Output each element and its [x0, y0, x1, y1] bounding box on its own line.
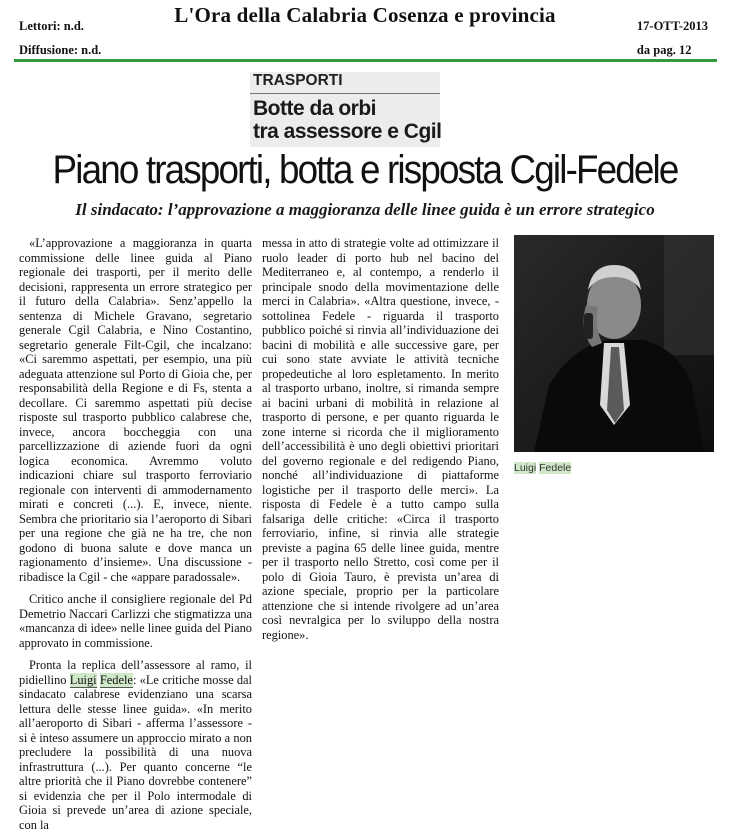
header-divider: [14, 59, 717, 62]
publication-date: 17-OTT-2013: [636, 19, 708, 33]
lettori-label: Lettori: n.d.: [19, 19, 84, 33]
page-reference: da pag. 12: [636, 43, 692, 57]
portrait-illustration: [514, 235, 714, 452]
paragraph-1: «L’approvazione a maggioranza in quarta commissione delle linee guida al Piano regionale dei trasporti, per il merito delle decisioni, rappresenta un errore strategico per il futuro della Calabria». Senz’appello la sentenza di Michele Gravano, segretario generale Cgil Calabria, e Nino Costantino, segretario generale Filt-Cgil, che incalzano: «Ci saremmo aspettati, per esempio, una più adeguata attenzione sul Porto di Gioia che, per responsabilità della Regione e di Fs, stenta a decollare. Ci saremmo aspettati più decise risposte sul trasporto pubblico calabrese che, invece, ancora boccheggia con una parcellizzazione di aziende fuori da ogni logica economica. Avremmo voluto indicazioni chiare sul trasporto ferroviario regionale con interventi di ammodernamento mirati e concreti (...). E, invece, niente. Sembra che prioritario sia l’aeroporto di Sibari per una regione che già ne ha tre, che non godono di buona salute e dove manca un ragionamento d’insieme». Una discussione - ribadisce la Cgil - che «appare paradossale».: [19, 236, 252, 584]
portrait-photo: [514, 235, 714, 452]
paragraph-4: messa in atto di strategie volte ad ottimizzare il ruolo leader di porto hub nel bacino del Mediterraneo e, al contempo, a renderlo il principale snodo della movimentazione delle merci in Calabria». «Altra questione, invece, - sottolinea Fedele - riguarda il trasporto pubblico poiché si rinvia all’individuazione dei bacini di mobilità e alle successive gare, per cui sono state avviate le attività tecniche propedeutiche al loro espletamento. In merito al trasporto urbano, inoltre, si rimanda sempre ai bacini urbani di mobilità in relazione al trasporto di persone, e per quanto riguarda le zone interne si ricorda che il miglioramento dell’accessibilità è uno degli obiettivi prioritari del governo regionale e del redigendo Piano, nonché all’individuazione di piattaforme logistiche per il trasporto delle merci». La risposta di Fedele è a tutto campo sulla falsariga delle critiche: «Circa il trasporto ferroviario, infine, si rinvia alle strategie previste a pagina 65 delle linee guida, mentre per il trasporto nello Stretto, così come per il polo di Gioia Tauro, è prevista un’area di azione speciale, proprio per la particolare attenzione che si intende rivolgere ad un’area così nevralgica per lo sviluppo della nostra regione».: [262, 236, 499, 642]
section-kicker: TRASPORTI: [253, 72, 343, 89]
photo-caption: [514, 462, 571, 474]
caption-last-name: Fedele: [539, 462, 572, 474]
sub-headline: [253, 97, 441, 143]
sub-headline-line-2: tra assessore e Cgil: [253, 120, 442, 143]
paragraph-2: Critico anche il consigliere regionale del Pd Demetrio Naccari Carlizzi che stigmatizza una «mancanza di idee» nelle linee guida del Piano approvato in commissione.: [19, 592, 252, 650]
sub-headline-line-1: Botte da orbi: [253, 97, 376, 120]
name-highlight-last: Fedele: [99, 672, 133, 687]
paragraph-3-body: : «Le critiche mosse dal sindacato calabrese evidenziano una scarsa lettura delle stesse linee guida». «In merito all’aeroporto di Sibari - afferma l’assessore - si è inteso assumere un approccio mirato a non precludere la possibilità di una nuova infrastruttura (...). Per quanto concerne “le altre priorità che il Piano dovrebbe contenere” si evidenzia che per il Polo intermodale di Gioia si prevede un’area di azione speciale, con la: [19, 672, 252, 832]
name-highlight-first: Luigi: [69, 672, 97, 687]
deck: Il sindacato: l’approvazione a maggioranza delle linee guida è un errore strategico: [75, 200, 655, 219]
headline: Piano trasporti, botta e risposta Cgil-Fedele: [52, 148, 678, 192]
publication-title: L'Ora della Calabria Cosenza e provincia: [174, 3, 556, 27]
article-column-1: [19, 236, 252, 832]
paragraph-3: [19, 658, 252, 832]
kicker-divider: [250, 93, 440, 94]
diffusione-label: Diffusione: n.d.: [19, 43, 102, 57]
caption-first-name: Luigi: [514, 462, 537, 474]
paragraph-3-intro: Pronta la replica dell’assessore al ramo, il pidiellino: [19, 658, 252, 687]
header-meta-right: [637, 14, 708, 62]
article-column-2: [262, 236, 499, 642]
